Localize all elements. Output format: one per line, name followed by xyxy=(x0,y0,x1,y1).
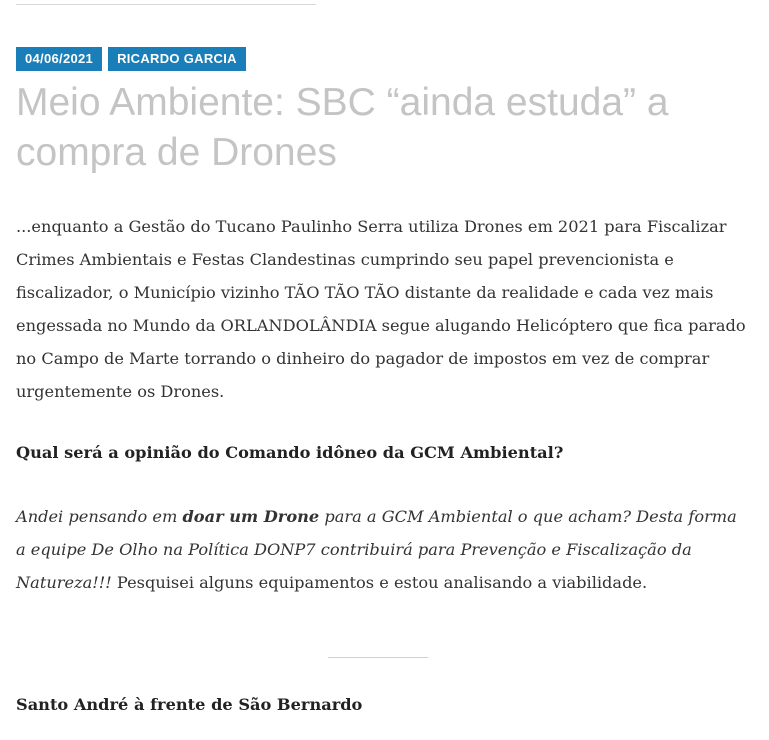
post-date-badge[interactable]: 04/06/2021 xyxy=(16,47,102,71)
post-meta xyxy=(16,47,246,71)
body-paragraph: ...enquanto a Gestão do Tucano Paulinho Serra utiliza Drones em 2021 para Fiscalizar Crimes Ambientais e Festas Clandestinas cumprindo seu papel prevencionista e fiscalizador, o Município vizinho TÃO TÃO TÃO distante da realidade e cada vez mais engessada no Mundo da ORLANDOLÂNDIA segue alugando Helicóptero que fica parado no Campo de Marte torrando o dinheiro do pagador de impostos em vez de comprar urgentemente os Drones. xyxy=(16,217,746,401)
section-divider xyxy=(328,657,428,658)
italic-intro-text: Andei pensando em xyxy=(16,507,183,526)
section-subheading: Santo André à frente de São Bernardo xyxy=(16,695,363,714)
donation-paragraph xyxy=(16,500,751,599)
italic-rest-text: para a GCM Ambiental o que acham? Desta forma a equipe De Olho na Política DONP7 contribuirá para Prevenção e Fiscalização da Natureza!!! xyxy=(16,507,737,592)
question-paragraph: Qual será a opinião do Comando idôneo da GCM Ambiental? xyxy=(16,443,564,462)
plain-rest-text: Pesquisei alguns equipamentos e estou analisando a viabilidade. xyxy=(111,573,648,592)
post-author-badge[interactable]: RICARDO GARCIA xyxy=(108,47,246,71)
previous-content-edge xyxy=(16,0,316,5)
post-title[interactable]: Meio Ambiente: SBC “ainda estuda” a compra de Drones xyxy=(16,81,669,174)
emphasis-text: doar um Drone xyxy=(182,507,320,526)
